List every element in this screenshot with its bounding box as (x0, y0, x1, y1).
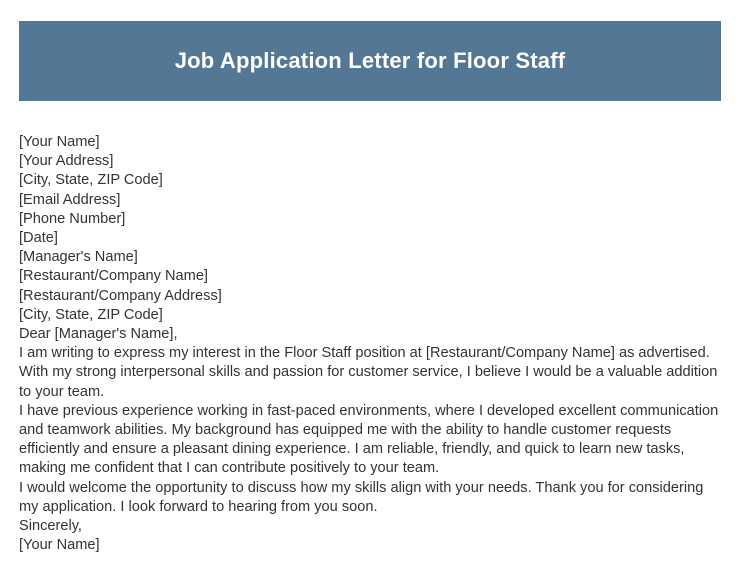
sender-line-name: [Your Name] (19, 134, 100, 150)
recipient-line-manager: [Manager's Name] (19, 249, 138, 266)
sender-line-email: [Email Address] (19, 191, 121, 208)
body-paragraph-2: I have previous experience working in fast-paced environments, where I developed excellent communication and teamwork abilities. My background has equipped me with the ability to handle customer requests efficiently and ensure a pleasant dining experience. I am reliable, friendly, and quick to learn new tasks, making me confident that I can contribute positively to your team. (19, 402, 719, 477)
letter-body (19, 133, 719, 555)
sender-line-date: [Date] (19, 230, 58, 247)
sender-line-city: [City, State, ZIP Code] (19, 172, 163, 189)
recipient-line-company: [Restaurant/Company Name] (19, 268, 208, 285)
document-header-banner (19, 21, 721, 101)
closing: Sincerely, (19, 518, 82, 535)
body-paragraph-3: I would welcome the opportunity to discuss how my skills align with your needs. Thank you for considering my application. I look forward to hearing from you soon. (19, 479, 704, 515)
sender-line-address: [Your Address] (19, 153, 114, 170)
recipient-line-city: [City, State, ZIP Code] (19, 306, 163, 323)
page-title: Job Application Letter for Floor Staff (174, 47, 566, 73)
sender-line-phone: [Phone Number] (19, 210, 126, 227)
salutation: Dear [Manager's Name], (19, 326, 178, 343)
body-paragraph-1: I am writing to express my interest in the Floor Staff position at [Restaurant/Company Name] as advertised. With my strong interpersonal skills and passion for customer service, I believe I would be a valuable addition to your team. (19, 345, 718, 400)
recipient-line-company-address: [Restaurant/Company Address] (19, 287, 222, 304)
signature-name: [Your Name] (19, 537, 100, 554)
